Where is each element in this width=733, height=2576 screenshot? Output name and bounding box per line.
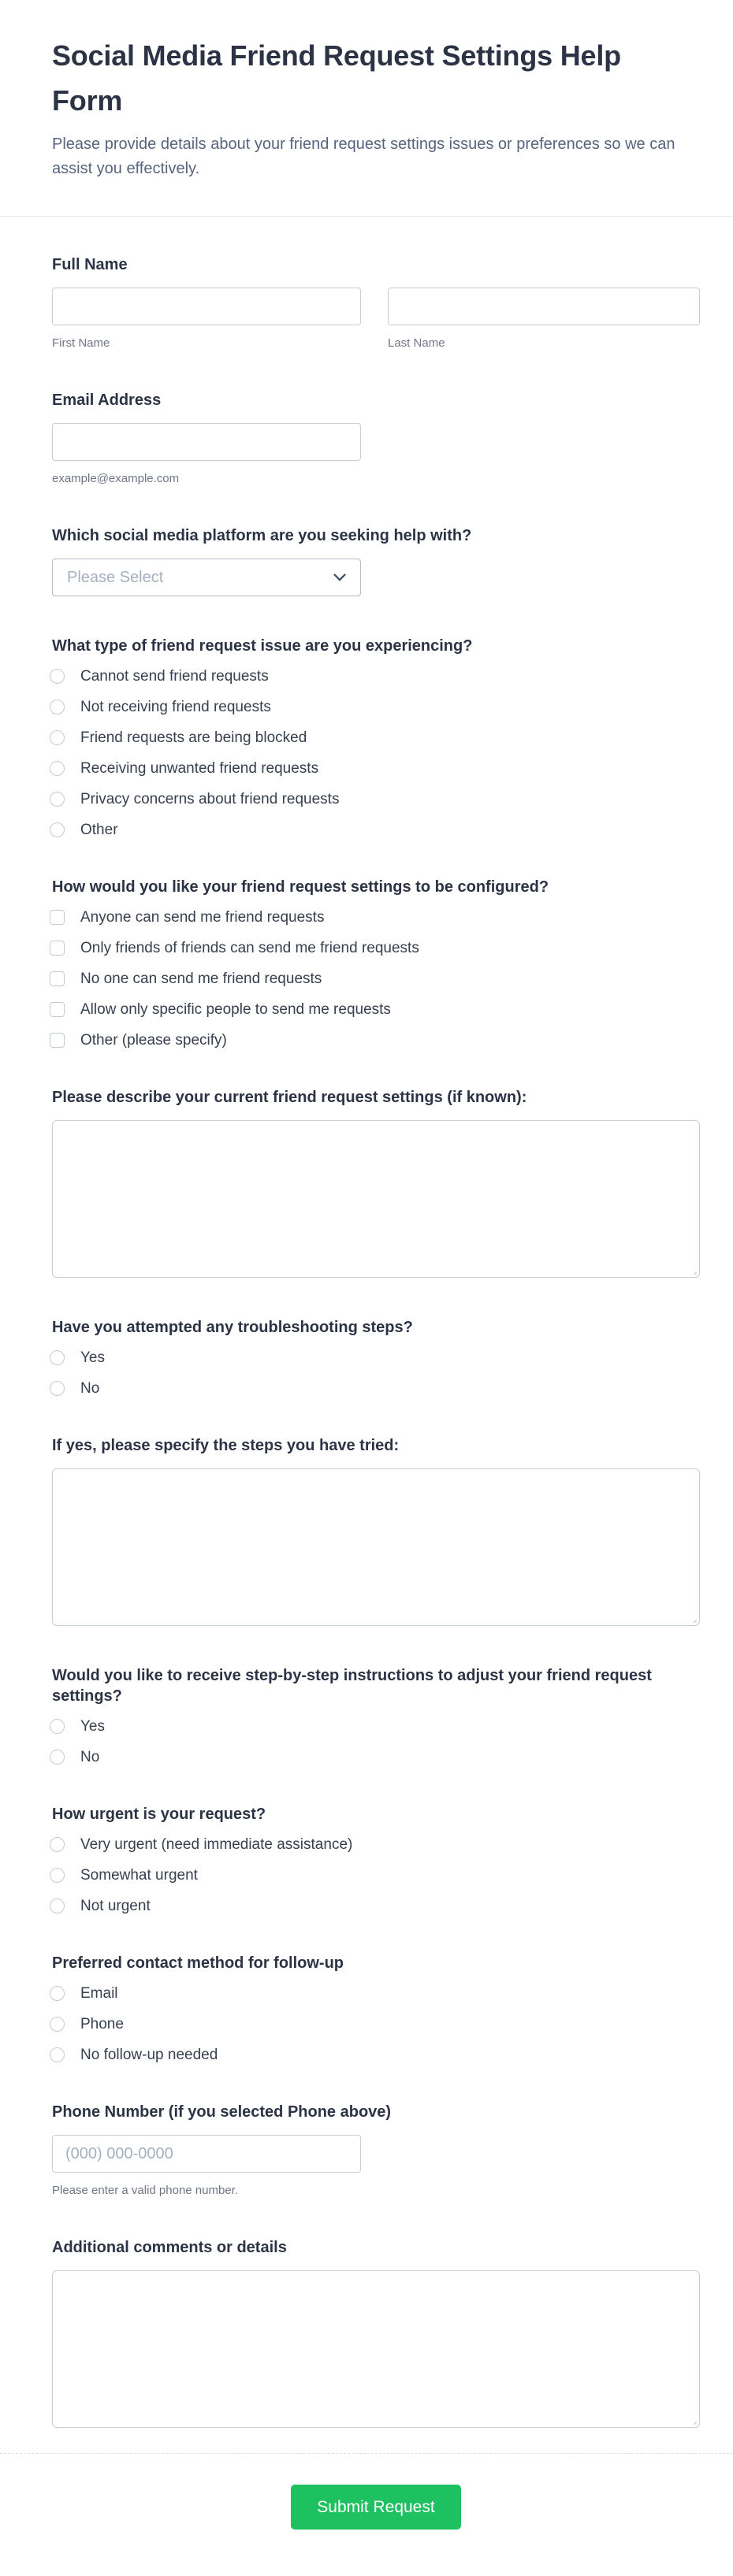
option-label: Friend requests are being blocked: [80, 729, 307, 746]
radio-button-icon[interactable]: [50, 1986, 65, 2001]
option-label: Privacy concerns about friend requests: [80, 791, 340, 807]
troubleshooting-options: [50, 1350, 700, 1396]
steps-tried-textarea[interactable]: [52, 1468, 700, 1626]
question-label: Additional comments or details: [52, 2239, 287, 2256]
comments-textarea[interactable]: [52, 2270, 700, 2428]
option-label: No one can send me friend requests: [80, 971, 322, 987]
submit-button[interactable]: Submit Request: [291, 2485, 461, 2530]
question-label: Email Address: [52, 392, 162, 409]
radio-option[interactable]: [50, 792, 700, 807]
radio-option[interactable]: [50, 1750, 700, 1765]
option-label: Yes: [80, 1349, 105, 1366]
checkbox-option[interactable]: [50, 1002, 700, 1017]
option-label: Other (please specify): [80, 1032, 227, 1049]
checkbox-icon[interactable]: [50, 941, 65, 956]
radio-option[interactable]: [50, 1868, 700, 1883]
radio-option[interactable]: [50, 1381, 700, 1396]
radio-button-icon[interactable]: [50, 1719, 65, 1734]
radio-option[interactable]: [50, 1837, 700, 1852]
radio-button-icon[interactable]: [50, 1750, 65, 1765]
checkbox-option[interactable]: [50, 971, 700, 986]
checkbox-icon[interactable]: [50, 971, 65, 986]
radio-option[interactable]: [50, 1719, 700, 1734]
radio-button-icon[interactable]: [50, 669, 65, 684]
field-troubleshooting: [52, 1317, 700, 1396]
config-options: [50, 910, 700, 1048]
field-issue-type: [52, 636, 700, 837]
radio-button-icon[interactable]: [50, 730, 65, 745]
option-label: No: [80, 1749, 100, 1765]
question-label: Which social media platform are you seeking help with?: [52, 527, 472, 544]
radio-option[interactable]: [50, 1986, 700, 2001]
chevron-down-icon: [333, 573, 346, 581]
form-footer: [0, 2453, 733, 2567]
radio-option[interactable]: [50, 2047, 700, 2062]
field-urgency: [52, 1804, 700, 1913]
question-label: Phone Number (if you selected Phone above): [52, 2103, 392, 2121]
field-phone: [52, 2102, 700, 2198]
radio-option[interactable]: [50, 2017, 700, 2032]
phone-sublabel: Please enter a valid phone number.: [52, 2184, 238, 2197]
field-steps-tried: [52, 1435, 700, 1626]
question-label: Have you attempted any troubleshooting steps?: [52, 1319, 413, 1336]
page-title: Social Media Friend Request Settings Help Form: [52, 39, 621, 117]
radio-option[interactable]: [50, 822, 700, 837]
form-body: [0, 217, 733, 2428]
select-placeholder: Please Select: [67, 568, 164, 586]
field-contact-method: [52, 1953, 700, 2062]
checkbox-option[interactable]: [50, 941, 700, 956]
option-label: Cannot send friend requests: [80, 668, 269, 685]
option-label: Very urgent (need immediate assistance): [80, 1836, 353, 1853]
platform-select[interactable]: [52, 559, 361, 596]
last-name-input[interactable]: [388, 288, 700, 325]
radio-button-icon[interactable]: [50, 2017, 65, 2032]
option-label: Somewhat urgent: [80, 1867, 198, 1884]
checkbox-icon[interactable]: [50, 1033, 65, 1048]
form-subtitle: Please provide details about your friend request settings issues or preferences so we can assist you effectively.: [52, 135, 675, 177]
question-label: If yes, please specify the steps you have tried:: [52, 1437, 400, 1454]
checkbox-icon[interactable]: [50, 910, 65, 925]
radio-button-icon[interactable]: [50, 792, 65, 807]
radio-button-icon[interactable]: [50, 1837, 65, 1852]
email-input[interactable]: [52, 423, 361, 461]
question-label: How urgent is your request?: [52, 1806, 266, 1823]
field-config: [52, 877, 700, 1048]
checkbox-option[interactable]: [50, 1033, 700, 1048]
radio-button-icon[interactable]: [50, 700, 65, 715]
question-label: Would you like to receive step-by-step instructions to adjust your friend request settings?: [52, 1667, 652, 1705]
radio-button-icon[interactable]: [50, 761, 65, 776]
last-name-sublabel: Last Name: [388, 336, 445, 350]
urgency-options: [50, 1837, 700, 1913]
option-label: Not urgent: [80, 1898, 151, 1914]
radio-option[interactable]: [50, 730, 700, 745]
current-settings-textarea[interactable]: [52, 1120, 700, 1278]
instructions-options: [50, 1719, 700, 1765]
resize-handle-icon[interactable]: [686, 1613, 697, 1623]
radio-option[interactable]: [50, 1350, 700, 1365]
radio-button-icon[interactable]: [50, 1381, 65, 1396]
option-label: Allow only specific people to send me requests: [80, 1001, 391, 1018]
question-label: Full Name: [52, 256, 128, 273]
option-label: Not receiving friend requests: [80, 699, 271, 715]
option-label: Only friends of friends can send me friend requests: [80, 940, 419, 956]
resize-handle-icon[interactable]: [686, 1264, 697, 1275]
option-label: Phone: [80, 2016, 124, 2032]
phone-input[interactable]: [52, 2135, 361, 2173]
email-sublabel: example@example.com: [52, 472, 180, 485]
radio-option[interactable]: [50, 669, 700, 684]
radio-button-icon[interactable]: [50, 1350, 65, 1365]
field-email: [52, 390, 700, 486]
field-platform: [52, 525, 700, 596]
radio-option[interactable]: [50, 761, 700, 776]
option-label: Email: [80, 1985, 118, 2002]
option-label: Receiving unwanted friend requests: [80, 760, 319, 777]
question-label: What type of friend request issue are you experiencing?: [52, 637, 473, 655]
option-label: Yes: [80, 1718, 105, 1735]
question-label: How would you like your friend request settings to be configured?: [52, 878, 549, 896]
option-label: Other: [80, 822, 118, 838]
question-label: Preferred contact method for follow-up: [52, 1954, 344, 1972]
field-comments: [52, 2237, 700, 2428]
radio-button-icon[interactable]: [50, 1899, 65, 1913]
resize-handle-icon[interactable]: [686, 2415, 697, 2425]
first-name-input[interactable]: [52, 288, 361, 325]
field-current-settings: [52, 1087, 700, 1278]
field-instructions: [52, 1665, 700, 1765]
radio-button-icon[interactable]: [50, 1868, 65, 1883]
contact-method-options: [50, 1986, 700, 2062]
form-header: [0, 0, 733, 217]
checkbox-icon[interactable]: [50, 1002, 65, 1017]
field-full-name: [52, 254, 700, 351]
checkbox-option[interactable]: [50, 910, 700, 925]
first-name-col: [52, 288, 361, 325]
radio-option[interactable]: [50, 700, 700, 715]
first-name-sublabel: First Name: [52, 336, 110, 350]
last-name-col: [388, 288, 700, 325]
option-label: No: [80, 1380, 100, 1397]
radio-button-icon[interactable]: [50, 822, 65, 837]
radio-button-icon[interactable]: [50, 2047, 65, 2062]
issue-type-options: [50, 669, 700, 837]
radio-option[interactable]: [50, 1899, 700, 1913]
option-label: No follow-up needed: [80, 2047, 218, 2063]
option-label: Anyone can send me friend requests: [80, 909, 325, 926]
question-label: Please describe your current friend request settings (if known):: [52, 1089, 527, 1106]
